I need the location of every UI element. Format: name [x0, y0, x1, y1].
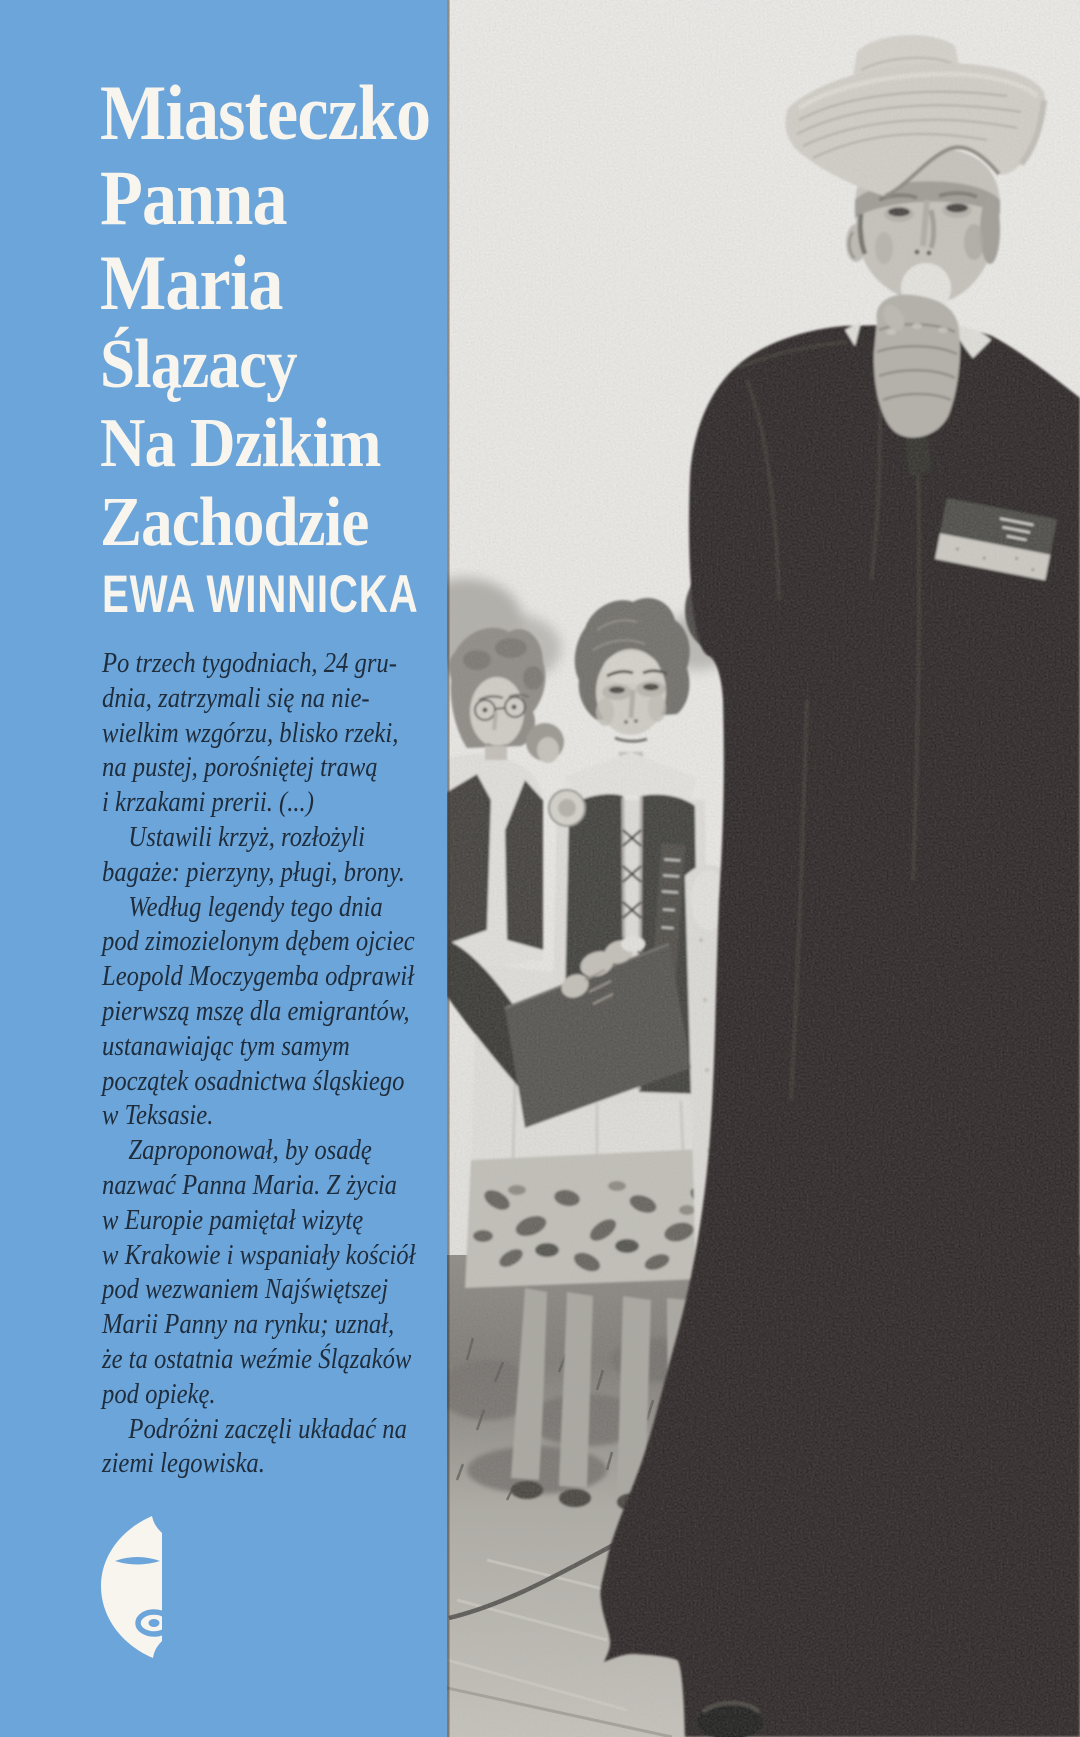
excerpt-line: w Europie pamiętał wizytę [102, 1204, 364, 1236]
excerpt-line: wielkim wzgórzu, blisko rzeki, [102, 717, 399, 749]
excerpt-line: początek osadnictwa śląskiego [102, 1065, 405, 1097]
excerpt-line: Leopold Moczygemba odprawił [102, 961, 415, 993]
excerpt-line: Podróżni zaczęli układać na [128, 1413, 407, 1445]
excerpt-line: Według legendy tego dnia [128, 891, 383, 923]
book-title [100, 70, 430, 562]
excerpt-line: Zaproponował, by osadę [128, 1135, 372, 1167]
excerpt-line: w Krakowie i wspaniały kościół [102, 1239, 416, 1271]
excerpt-line: nazwać Panna Maria. Z życia [102, 1169, 397, 1201]
excerpt-line: i krzakami prerii. (...) [102, 787, 314, 819]
excerpt-line: Po trzech tygodniach, 24 gru- [102, 648, 397, 679]
logo-mouth-center [149, 1619, 160, 1627]
excerpt-line: na pustej, porośniętej trawą [102, 752, 378, 784]
excerpt-line: Ustawili krzyż, rozłożyli [128, 821, 366, 853]
excerpt-line: pod wezwaniem Najświętszej [102, 1274, 389, 1306]
publisher-logo-icon [96, 1516, 166, 1658]
excerpt-line: pod zimozielonym dębem ojciec [102, 926, 415, 958]
title-line: Miasteczko [100, 69, 431, 156]
author-name: EWA WINNICKA [102, 565, 419, 624]
cover-photo [447, 0, 1080, 1737]
title-line: Panna [100, 154, 287, 241]
subtitle-line: Na Dzikim [100, 405, 381, 482]
excerpt-line: ustanawiając tym samym [102, 1030, 350, 1062]
subtitle-line: Zachodzie [100, 484, 369, 561]
excerpt-line: bagaże: pierzyny, pługi, brony. [102, 856, 405, 888]
excerpt-line: pierwszą mszę dla emigrantów, [102, 995, 410, 1027]
excerpt-line: że ta ostatnia weźmie Ślązaków [102, 1343, 412, 1375]
excerpt-text [102, 647, 419, 1482]
subtitle-line: Ślązacy [100, 326, 297, 403]
excerpt-line: w Teksasie. [102, 1100, 214, 1132]
left-panel [0, 0, 449, 1737]
photo-edge-line [447, 0, 450, 1737]
excerpt-line: Marii Panny na rynku; uznał, [102, 1309, 395, 1341]
title-line: Maria [100, 239, 283, 326]
excerpt-line: dnia, zatrzymali się na nie- [102, 682, 370, 714]
excerpt-line: pod opiekę. [102, 1378, 216, 1410]
excerpt-line: ziemi legowiska. [102, 1448, 265, 1480]
film-grain-overlay [447, 0, 1080, 1737]
